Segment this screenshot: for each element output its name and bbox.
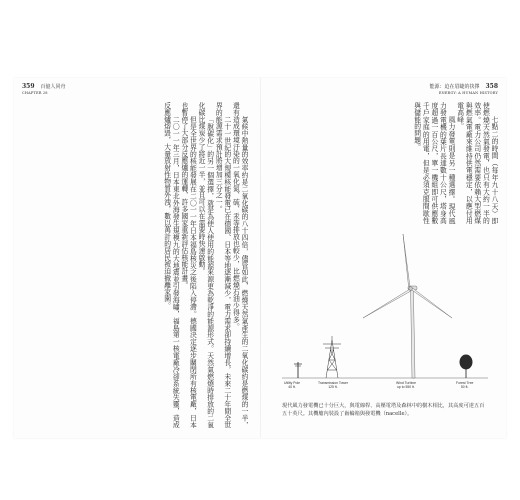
body-paragraph: 「脫碳化」的另一個選擇，就是為使人使用的能源來源更為乾淨的能源形式。天然氣燃燒時排放的二氧化碳比煤炭少了將近一半，並且可以在需要時快速啟動。 [197,102,214,428]
figure-caption: 現代風力發電機已十分巨大，與電線桿、高壓電塔及森林中的樹木相比，其高度可達五百五十英尺。其機艙內裝設了齒輪箱與發電機（nacelle）。 [282,403,485,417]
body-paragraph: 二〇一一年三月，日本東北外海發生規模九的大地震並引發海嘯，福島第一核電廠冷卻系統失靈，造成反應爐熔毀，大量放射性物質外洩，數以萬計的居民被迫撤離家園。 [162,102,180,428]
body-paragraph: 風力發電則是另一種選擇。現代風力發電機的葉片長達數十公尺，塔身高度超過一百公尺，單一機組即可供應數千戶家庭的用電，但是必須克服間歇性與儲能的問題。 [412,102,456,224]
left-chapter-label: CHAPTER 28 [22,91,48,95]
left-page-number: 359 [22,83,35,90]
body-paragraph: 但是全世界的核能發展在二〇一一年日本福島核災之後陷入停滯。德國決定逐步關閉所有核電廠，日本也暫停了大部分反應爐的運轉，許多國家重新評估核能計畫。 [179,102,197,428]
forest-tree-label: Forest Tree 50 ft. [456,381,474,389]
wind-turbine-illustration [363,234,452,378]
right-page-body [272,102,498,224]
body-paragraph: 氣候中熱量的效率約是二氧化碳的八十四倍，儘管如此，燃燒天然氣產生的二氧化碳約是燃煤的一半，還有造成環境汙染的一氧化氮、硫、汞等排放也較少，比燃燒石油少得多。 [231,102,248,428]
book-spread [14,78,506,438]
right-page-number: 358 [485,83,498,90]
right-chapter-subtitle: ENERGY: A HUMAN HISTORY [438,91,498,95]
transmission-tower-label: Transmission Tower 125 ft. [318,381,348,389]
utility-pole-illustration [294,362,302,378]
forest-tree-illustration [460,355,473,379]
utility-pole-label: Utility Pole 40 ft. [284,381,301,389]
wind-turbine-label: Wind Turbine up to 550 ft. [396,381,416,389]
body-paragraph: 二十一世紀的大規模核能發電已在德國、日本等地逐漸減少，電力需求卻持續增長，未來二十年間全世界的能源需求預計將增加三分之一。 [214,102,231,428]
body-paragraph: 七點二的時間（每年九十八天）即使燃燒天然氣發電，也只有大約一半的效率。電力公司仍然需要依賴大型燃煤與燃氣電廠來維持供電穩定，以應付用電高峰。 [455,102,498,224]
transmission-tower-illustration [323,336,341,378]
left-book-title: 百億人同舟 [40,84,66,90]
page-gutter [260,78,261,438]
scale-comparison-figure [282,228,488,396]
right-running-head [429,84,498,96]
left-running-head [22,84,66,96]
right-chapter-title: 能源：迫在眉睫的抉擇 [429,84,480,90]
left-page-body [24,102,248,428]
scale-comparison-drawing [282,228,488,396]
